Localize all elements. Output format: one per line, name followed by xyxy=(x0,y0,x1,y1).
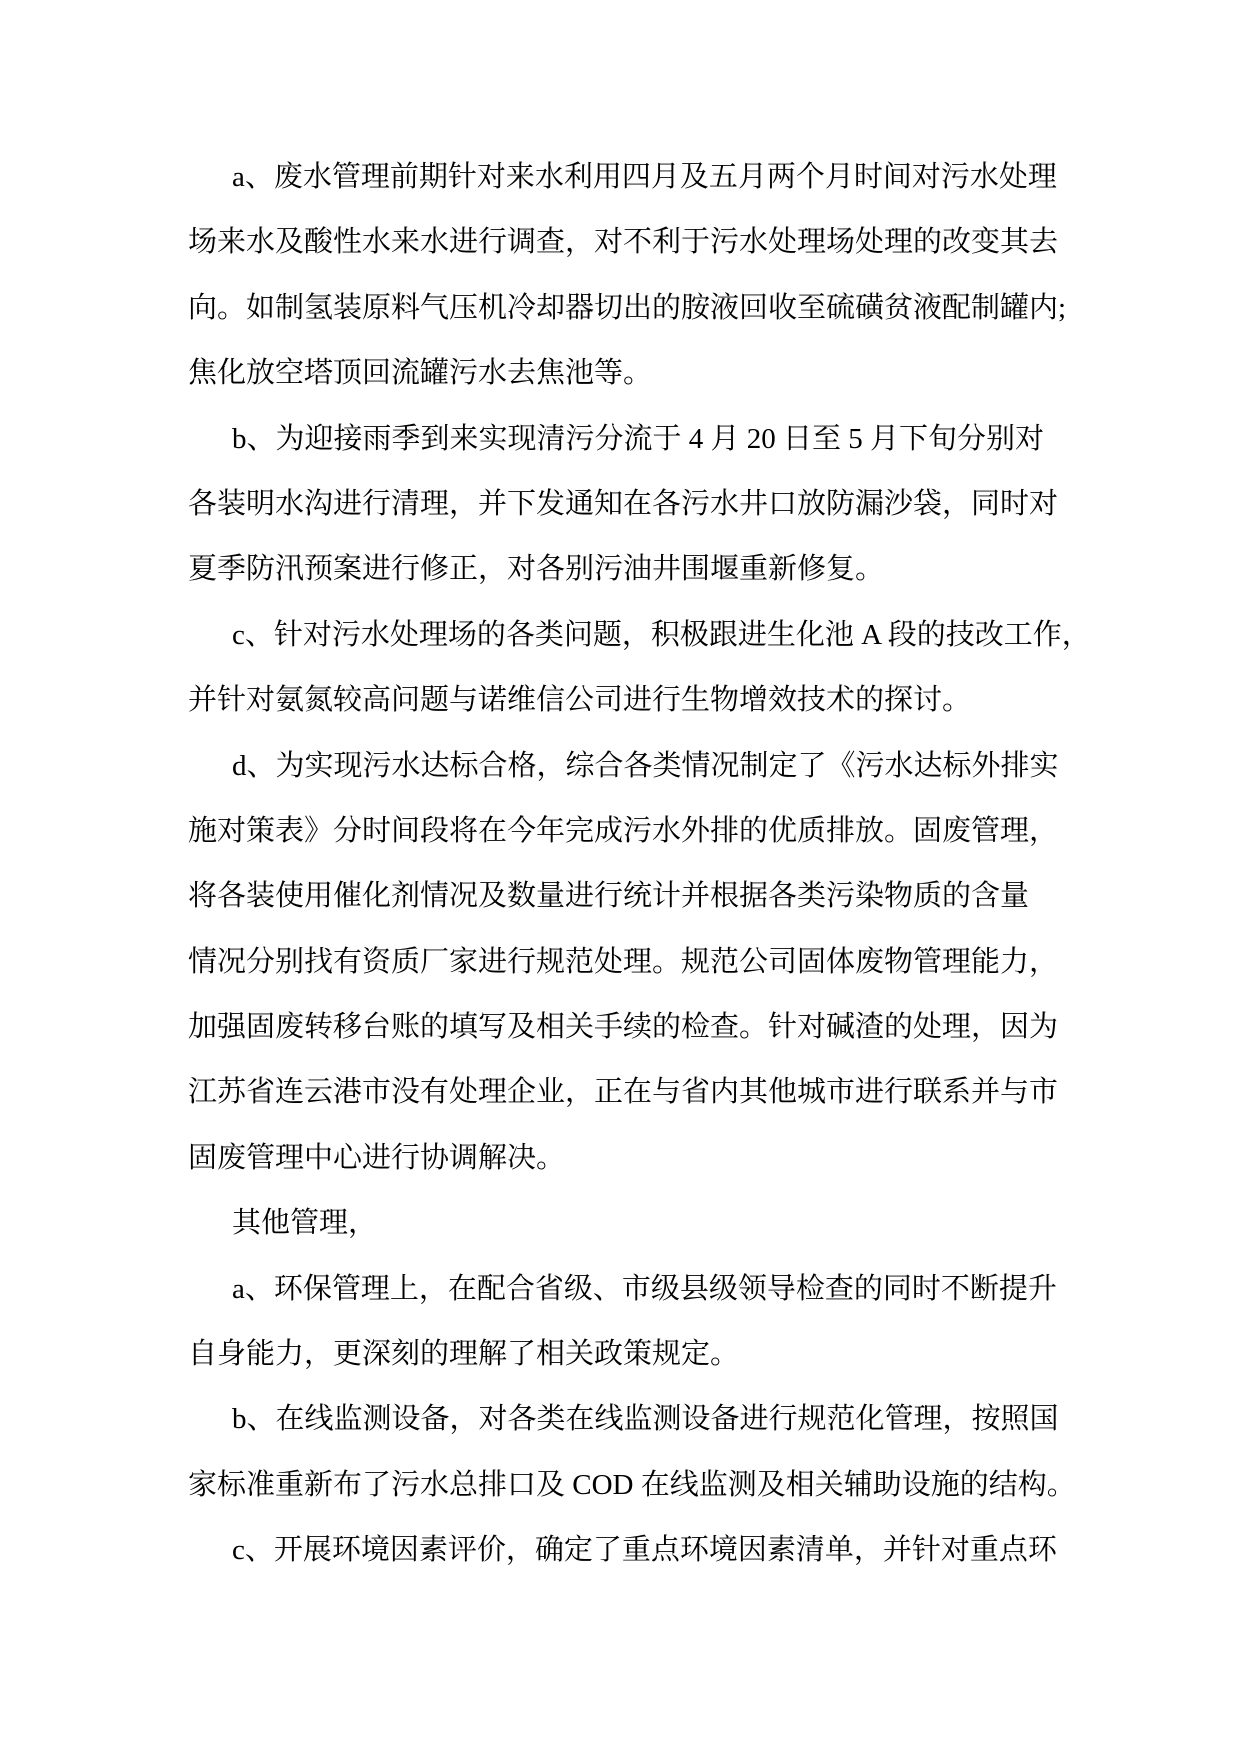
text-line: d、为实现污水达标合格，综合各类情况制定了《污水达标外排实 xyxy=(232,749,1059,782)
text-line: 加强固废转移台账的填写及相关手续的检查。针对碱渣的处理，因为 xyxy=(188,1011,1059,1044)
text-line: 自身能力，更深刻的理解了相关政策规定。 xyxy=(188,1338,740,1371)
text-line: 施对策表》分时间段将在今年完成污水外排的优质排放。固废管理， xyxy=(188,814,1059,847)
text-line: a、废水管理前期针对来水利用四月及五月两个月时间对污水处理 xyxy=(232,161,1057,193)
text-line: 其他管理， xyxy=(232,1207,378,1240)
text-line: 夏季防汛预案进行修正，对各别污油井围堰重新修复。 xyxy=(188,553,885,586)
document-body xyxy=(188,145,1093,1584)
text-line: 将各装使用催化剂情况及数量进行统计并根据各类污染物质的含量 xyxy=(188,880,1030,913)
text-line: 各装明水沟进行清理，并下发通知在各污水井口放防漏沙袋，同时对 xyxy=(188,487,1059,520)
text-line: 情况分别找有资质厂家进行规范处理。规范公司固体废物管理能力， xyxy=(188,945,1059,978)
text-line: 家标准重新布了污水总排口及 COD 在线监测及相关辅助设施的结构。 xyxy=(188,1468,1076,1501)
text-line: c、针对污水处理场的各类问题，积极跟进生化池 A 段的技改工作， xyxy=(232,618,1091,651)
text-line: b、为迎接雨季到来实现清污分流于 4 月 20 日至 5 月下旬分别对 xyxy=(232,422,1045,455)
text-line: 江苏省连云港市没有处理企业，正在与省内其他城市进行联系并与市 xyxy=(188,1076,1059,1109)
text-line: 并针对氨氮较高问题与诺维信公司进行生物增效技术的探讨。 xyxy=(188,684,972,717)
text-line: 场来水及酸性水来水进行调查，对不利于污水处理场处理的改变其去 xyxy=(188,226,1059,259)
text-line: 向。如制氢装原料气压机冷却器切出的胺液回收至硫磺贫液配制罐内; xyxy=(188,291,1067,324)
text-line: 固废管理中心进行协调解决。 xyxy=(188,1141,566,1174)
text-line: a、环保管理上，在配合省级、市级县级领导检查的同时不断提升 xyxy=(232,1272,1057,1305)
text-line: 焦化放空塔顶回流罐污水去焦池等。 xyxy=(188,357,653,390)
text-line: b、在线监测设备，对各类在线监测设备进行规范化管理，按照国 xyxy=(232,1403,1059,1436)
text-line: c、开展环境因素评价，确定了重点环境因素清单，并针对重点环 xyxy=(232,1534,1057,1567)
